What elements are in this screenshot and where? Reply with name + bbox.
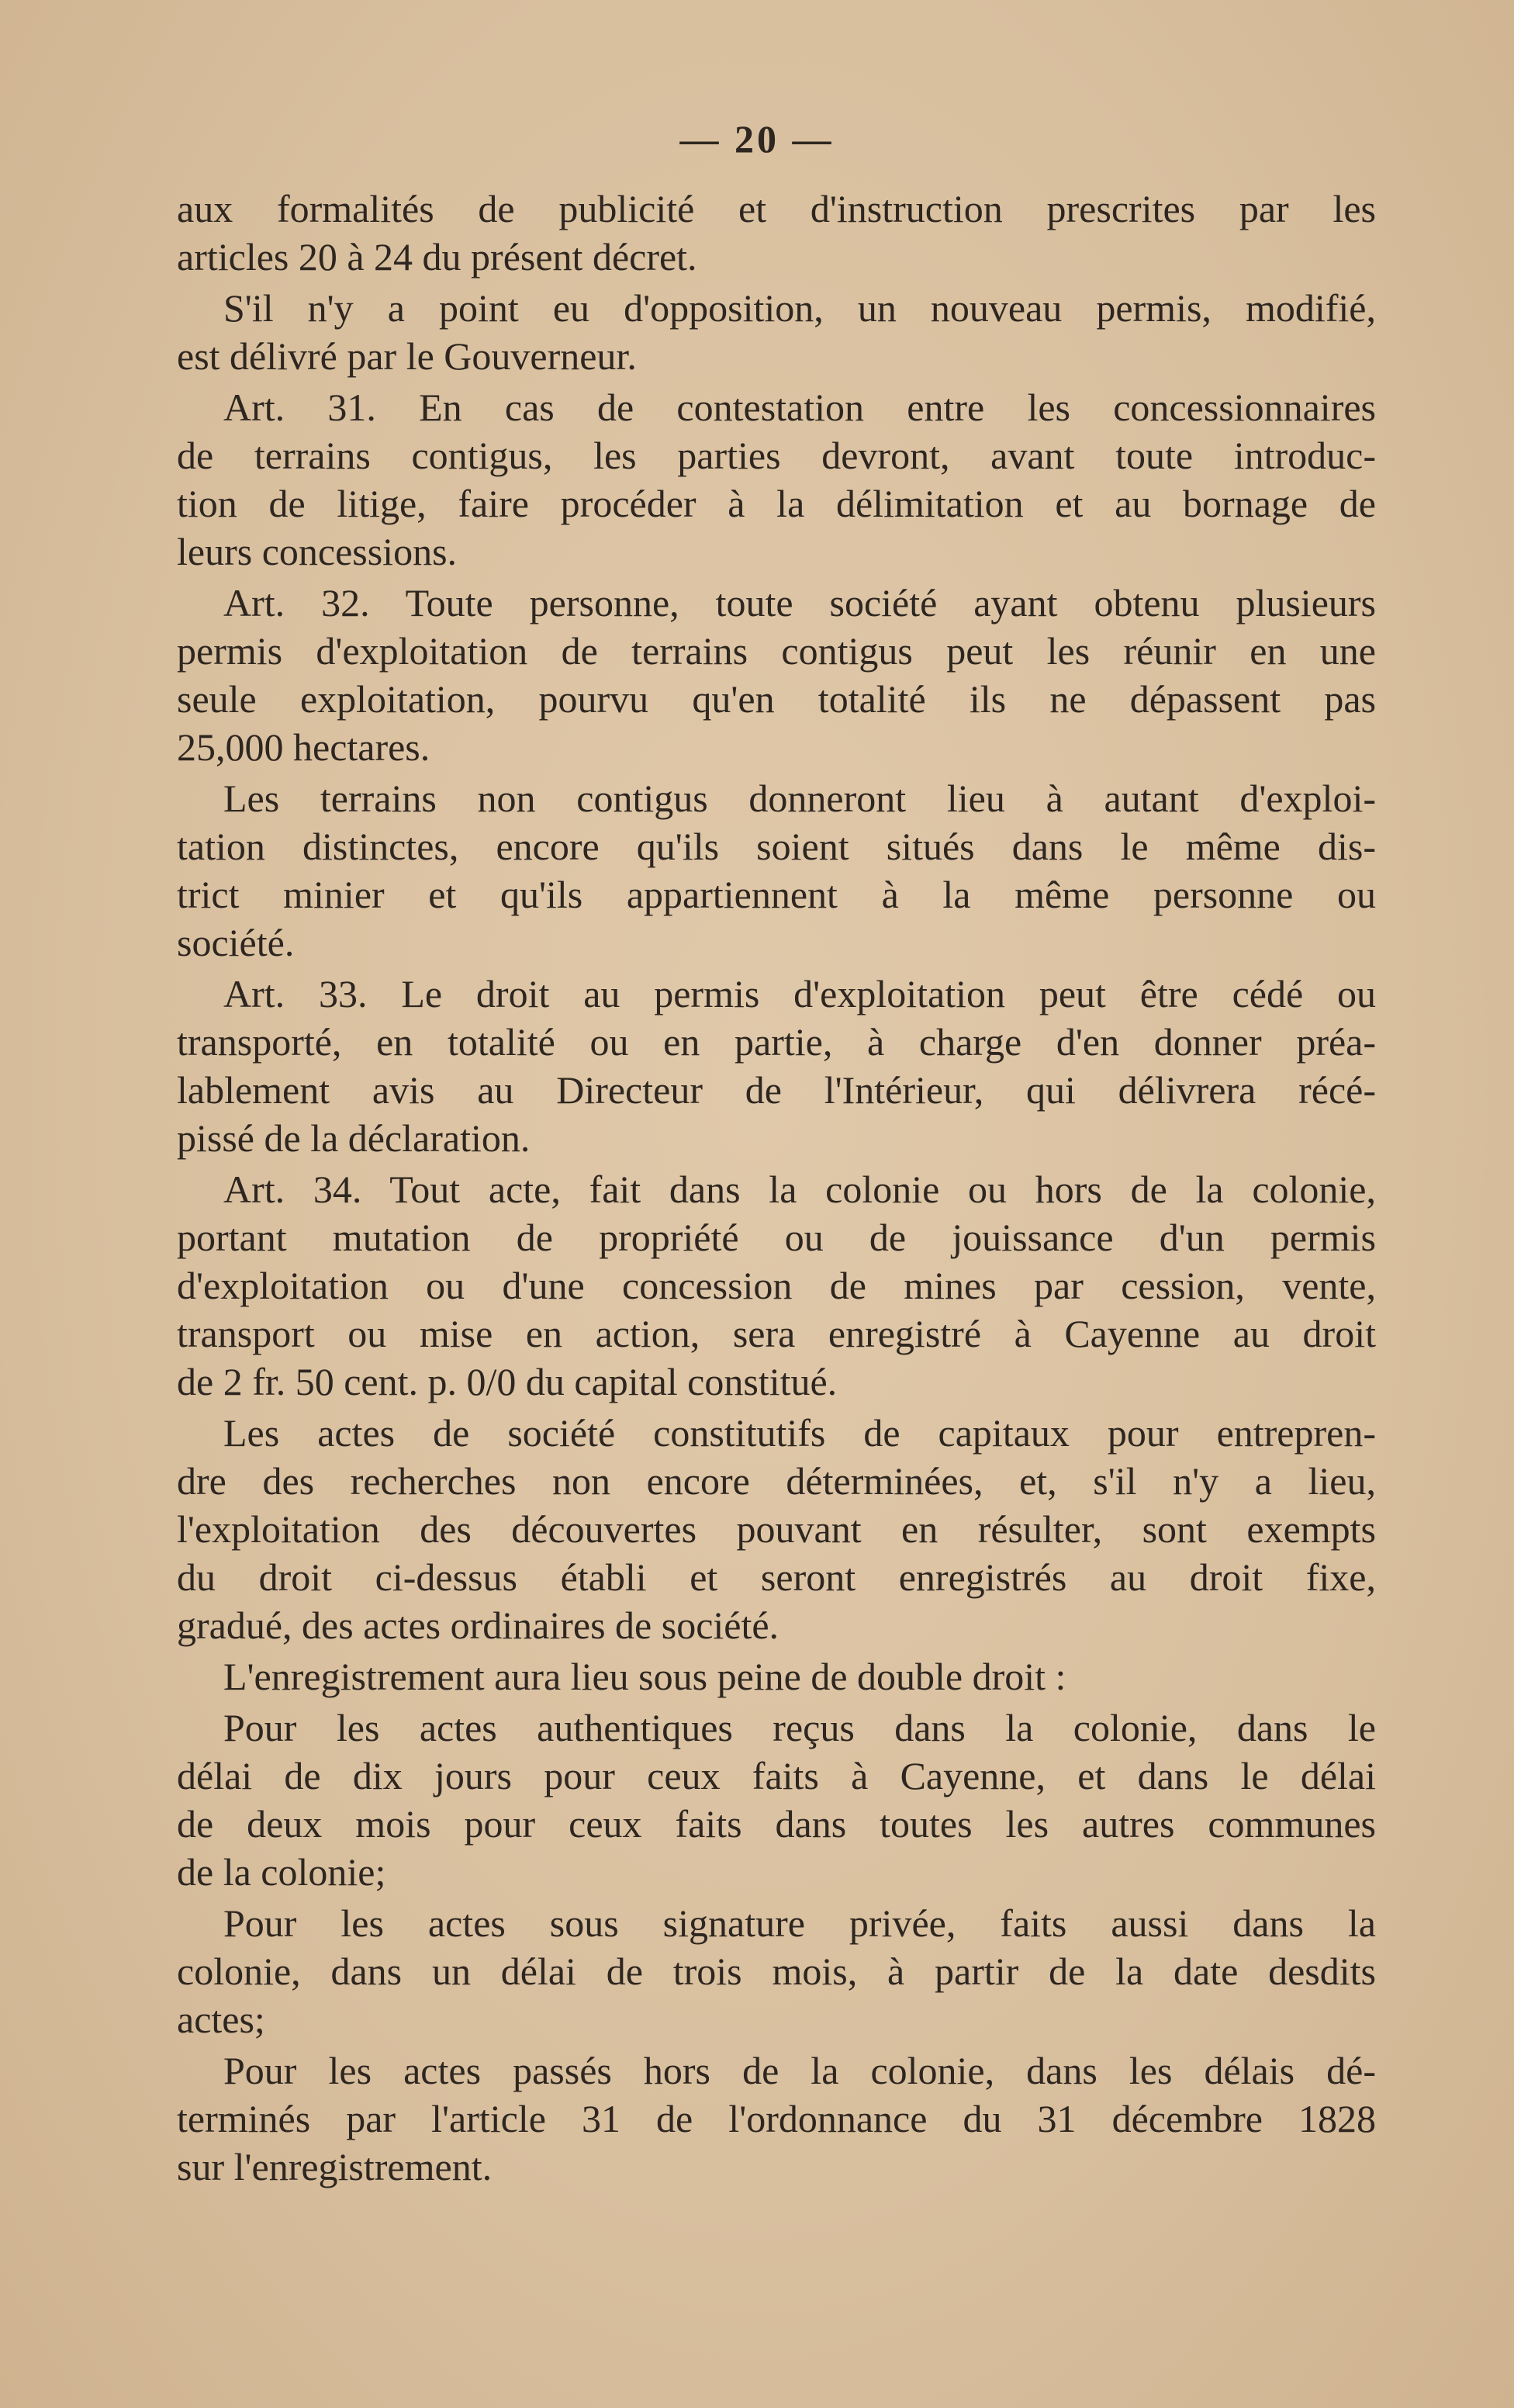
text-line: Art. 34. Tout acte, fait dans la colonie ou hors de la colonie, <box>223 1168 1376 1211</box>
text-line: actes; <box>177 1998 265 2041</box>
text-line: colonie, dans un délai de trois mois, à partir de la date desdits <box>177 1950 1376 1993</box>
text-line: transporté, en totalité ou en partie, à charge d'en donner préa- <box>177 1020 1376 1064</box>
text-line: tation distinctes, encore qu'ils soient situés dans le même dis- <box>177 825 1376 868</box>
text-line: leurs concessions. <box>177 530 458 573</box>
text-line: délai de dix jours pour ceux faits à Cayenne, et dans le délai <box>177 1754 1376 1797</box>
text-line: gradué, des actes ordinaires de société. <box>177 1604 779 1647</box>
text-line: est délivré par le Gouverneur. <box>177 334 637 378</box>
text-line: trict minier et qu'ils appartiennent à la même personne ou <box>177 873 1376 916</box>
text-line: tion de litige, faire procéder à la délimitation et au bornage de <box>177 482 1376 525</box>
text-line: dre des recherches non encore déterminées, et, s'il n'y a lieu, <box>177 1459 1376 1503</box>
text-line: Les actes de société constitutifs de capitaux pour entrepren- <box>223 1411 1376 1455</box>
text-line: Pour les actes passés hors de la colonie, dans les délais dé- <box>223 2049 1376 2092</box>
text-line: aux formalités de publicité et d'instruction prescrites par les <box>177 187 1376 230</box>
text-line: l'exploitation des découvertes pouvant en résulter, sont exempts <box>177 1507 1376 1551</box>
text-line: 25,000 hectares. <box>177 725 430 769</box>
text-line: de deux mois pour ceux faits dans toutes les autres communes <box>177 1802 1376 1846</box>
text-line: seule exploitation, pourvu qu'en totalité ils ne dépassent pas <box>177 677 1376 721</box>
text-line: sur l'enregistrement. <box>177 2145 493 2188</box>
text-line: lablement avis au Directeur de l'Intérieur, qui délivrera récé- <box>177 1068 1376 1112</box>
text-line: Art. 32. Toute personne, toute société ayant obtenu plusieurs <box>223 581 1376 624</box>
text-line: articles 20 à 24 du présent décret. <box>177 235 697 279</box>
text-line: S'il n'y a point eu d'opposition, un nouveau permis, modifié, <box>223 286 1376 330</box>
text-line: Pour les actes authentiques reçus dans la colonie, dans le <box>223 1706 1376 1749</box>
text-line: Pour les actes sous signature privée, faits aussi dans la <box>223 1901 1376 1945</box>
text-line: Art. 33. Le droit au permis d'exploitation peut être cédé ou <box>223 972 1376 1015</box>
text-line: terminés par l'article 31 de l'ordonnance du 31 décembre 1828 <box>177 2097 1376 2140</box>
text-line: L'enregistrement aura lieu sous peine de double droit : <box>223 1655 1066 1698</box>
text-line: Art. 31. En cas de contestation entre les concessionnaires <box>223 386 1376 429</box>
text-line: pissé de la déclaration. <box>177 1116 531 1160</box>
text-line: portant mutation de propriété ou de jouissance d'un permis <box>177 1216 1376 1259</box>
text-line: permis d'exploitation de terrains contigus peut les réunir en une <box>177 629 1376 673</box>
text-line: de terrains contigus, les parties devront, avant toute introduc- <box>177 434 1376 477</box>
text-line: de 2 fr. 50 cent. p. 0/0 du capital constitué. <box>177 1360 838 1403</box>
text-line: d'exploitation ou d'une concession de mines par cession, vente, <box>177 1264 1376 1307</box>
text-line: société. <box>177 921 295 964</box>
page-number: — 20 — <box>679 117 835 161</box>
text-line: Les terrains non contigus donneront lieu à autant d'exploi- <box>223 777 1376 820</box>
text-line: transport ou mise en action, sera enregistré à Cayenne au droit <box>177 1312 1376 1355</box>
text-line: de la colonie; <box>177 1850 386 1894</box>
text-line: du droit ci-dessus établi et seront enregistrés au droit fixe, <box>177 1555 1376 1599</box>
body-text <box>177 185 1376 2191</box>
